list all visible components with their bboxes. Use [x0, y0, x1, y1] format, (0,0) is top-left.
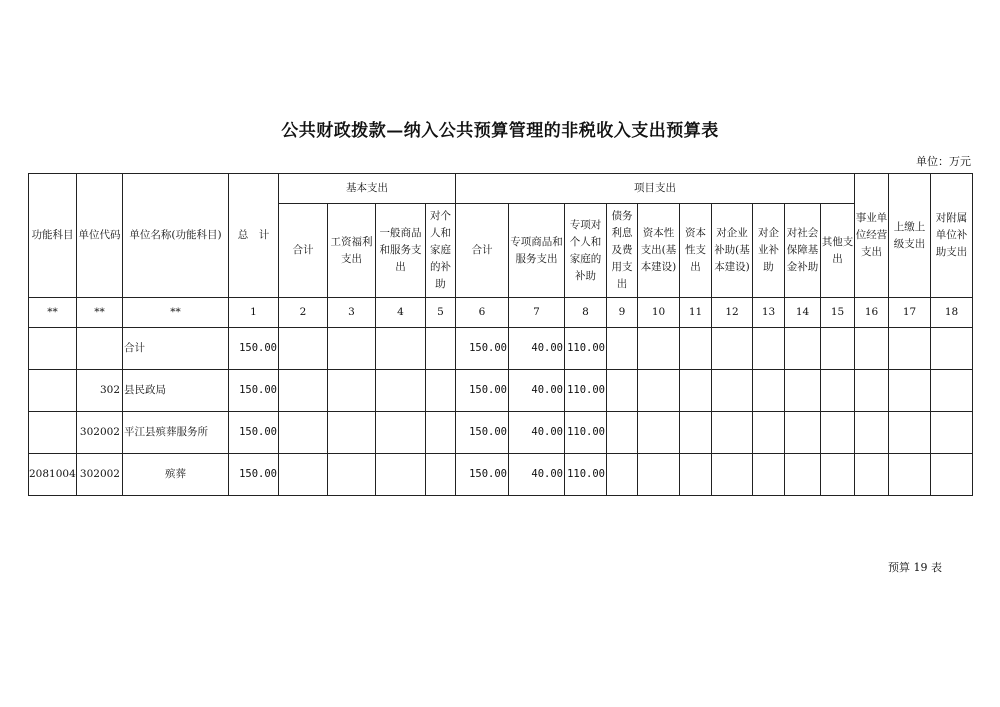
project-personal-cell: 110.00 [565, 412, 607, 454]
index-cell: 1 [229, 298, 279, 328]
header-basic: 基本支出 [279, 174, 456, 204]
project-personal-cell: 110.00 [565, 370, 607, 412]
total-cell: 150.00 [229, 328, 279, 370]
unit-name-cell: 殡葬 [123, 454, 229, 496]
header-project-col: 对企业补助 [753, 204, 785, 298]
unit-code-cell: 302002 [77, 412, 123, 454]
unit-code-cell: 302 [77, 370, 123, 412]
project-total-cell: 150.00 [456, 370, 509, 412]
total-cell: 150.00 [229, 370, 279, 412]
index-cell: 8 [565, 298, 607, 328]
header-unit-name: 单位名称(功能科目) [123, 174, 229, 298]
func-code-cell [29, 328, 77, 370]
header-basic-col: 一般商品和服务支出 [376, 204, 426, 298]
project-goods-cell: 40.00 [509, 328, 565, 370]
project-goods-cell: 40.00 [509, 454, 565, 496]
header-project-col: 专项对个人和家庭的补助 [565, 204, 607, 298]
index-cell: 3 [328, 298, 376, 328]
index-row [29, 298, 973, 328]
budget-table [28, 173, 973, 496]
index-cell: 5 [426, 298, 456, 328]
total-cell: 150.00 [229, 454, 279, 496]
table-row [29, 370, 973, 412]
header-total: 总 计 [229, 174, 279, 298]
index-cell: 6 [456, 298, 509, 328]
index-cell: 13 [753, 298, 785, 328]
project-total-cell: 150.00 [456, 454, 509, 496]
index-cell: 15 [821, 298, 855, 328]
project-total-cell: 150.00 [456, 412, 509, 454]
project-personal-cell: 110.00 [565, 328, 607, 370]
index-cell: 7 [509, 298, 565, 328]
unit-name-cell: 合计 [123, 328, 229, 370]
index-cell: 16 [855, 298, 889, 328]
header-project-col: 对社会保障基金补助 [785, 204, 821, 298]
header-project-col: 债务利息及费用支出 [607, 204, 638, 298]
header-project-col: 资本性支出(基本建设) [638, 204, 680, 298]
index-cell: 18 [931, 298, 973, 328]
footer-label: 预算 19 表 [888, 561, 942, 574]
header-shangjiao: 上缴上级支出 [889, 174, 931, 298]
index-cell: 12 [712, 298, 753, 328]
index-cell: 10 [638, 298, 680, 328]
unit-name-cell: 县民政局 [123, 370, 229, 412]
index-cell: 4 [376, 298, 426, 328]
index-cell: ** [123, 298, 229, 328]
unit-code-cell [77, 328, 123, 370]
project-total-cell: 150.00 [456, 328, 509, 370]
index-cell: ** [29, 298, 77, 328]
index-cell: 11 [680, 298, 712, 328]
header-basic-col: 对个人和家庭的补助 [426, 204, 456, 298]
header-project-col: 专项商品和服务支出 [509, 204, 565, 298]
header-basic-col: 合计 [279, 204, 328, 298]
header-project-col: 对企业补助(基本建设) [712, 204, 753, 298]
unit-code-cell: 302002 [77, 454, 123, 496]
header-project-col: 资本性支出 [680, 204, 712, 298]
index-cell: 9 [607, 298, 638, 328]
index-cell: ** [77, 298, 123, 328]
func-code-cell: 2081004 [29, 454, 77, 496]
index-cell: 17 [889, 298, 931, 328]
header-basic-col: 工资福利支出 [328, 204, 376, 298]
unit-name-cell: 平江县殡葬服务所 [123, 412, 229, 454]
project-goods-cell: 40.00 [509, 412, 565, 454]
header-project-col: 合计 [456, 204, 509, 298]
total-cell: 150.00 [229, 412, 279, 454]
header-unit-code: 单位代码 [77, 174, 123, 298]
unit-label: 单位：万元 [916, 155, 971, 168]
project-goods-cell: 40.00 [509, 370, 565, 412]
index-cell: 2 [279, 298, 328, 328]
header-fushu: 对附属单位补助支出 [931, 174, 973, 298]
header-func-code: 功能科目 [29, 174, 77, 298]
project-personal-cell: 110.00 [565, 454, 607, 496]
index-cell: 14 [785, 298, 821, 328]
header-shiye: 事业单位经营支出 [855, 174, 889, 298]
header-project: 项目支出 [456, 174, 855, 204]
table-row [29, 328, 973, 370]
table-row [29, 454, 973, 496]
header-project-col: 其他支出 [821, 204, 855, 298]
page-title: 公共财政拨款—纳入公共预算管理的非税收入支出预算表 [281, 121, 719, 141]
func-code-cell [29, 412, 77, 454]
func-code-cell [29, 370, 77, 412]
table-row [29, 412, 973, 454]
